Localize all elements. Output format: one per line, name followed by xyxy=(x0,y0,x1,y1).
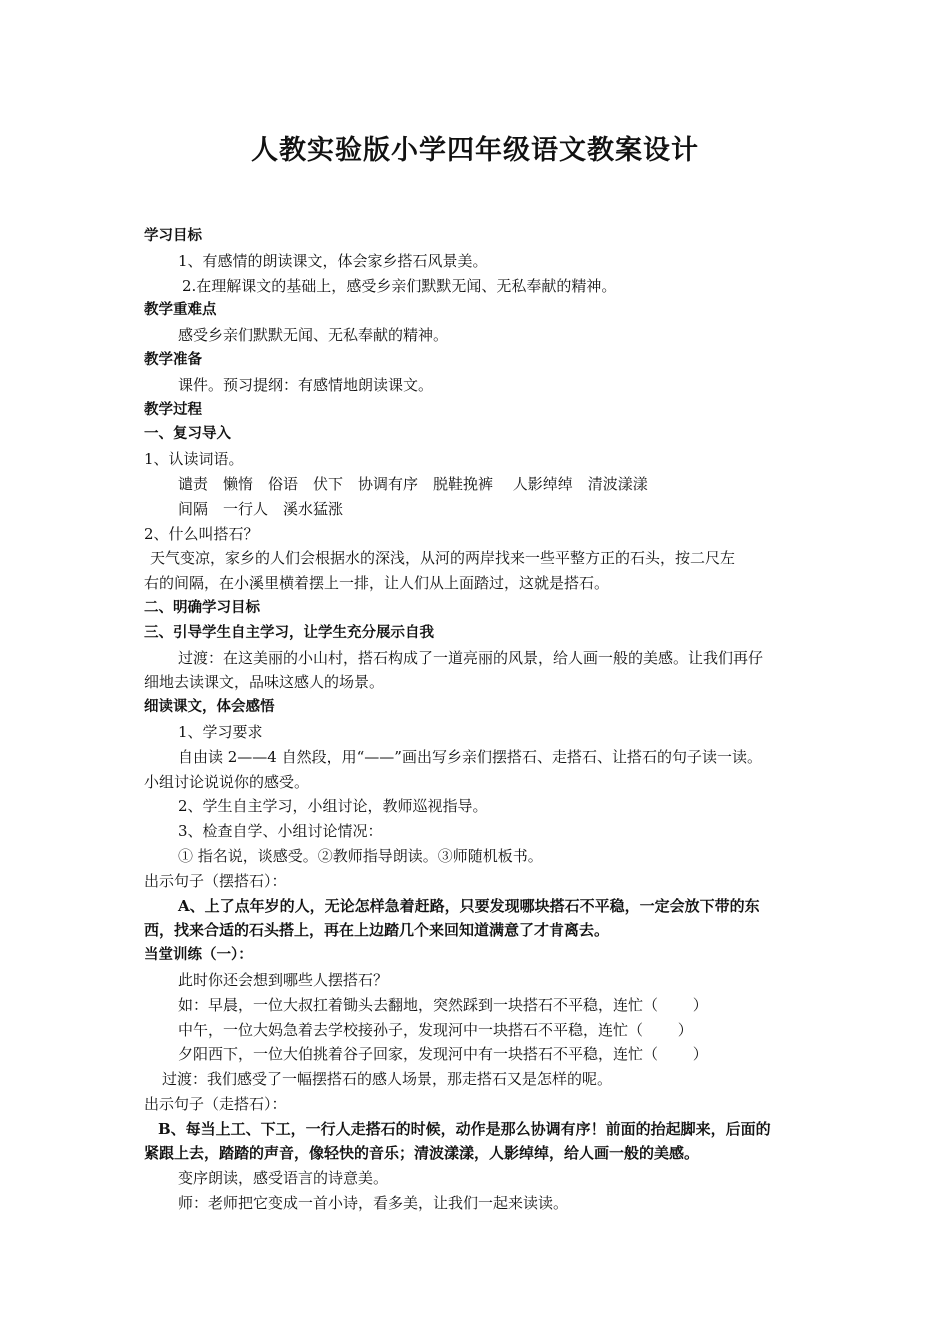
paragraph: 2、学生自主学习，小组讨论，教师巡视指导。 xyxy=(178,797,488,816)
paragraph: 1、学习要求 xyxy=(178,722,263,741)
paragraph: 1、有感情的朗读课文，体会家乡搭石风景美。 xyxy=(178,251,488,270)
paragraph: 此时你还会想到哪些人摆搭石？ xyxy=(178,970,389,989)
section-heading: 教学准备 xyxy=(144,351,202,368)
quoted-sentence: B、每当上工、下工，一行人走搭石的时候，动作是那么协调有序！前面的抬起脚来，后面的 xyxy=(158,1119,771,1138)
paragraph: 课件。预习提纲：有感情地朗读课文。 xyxy=(178,375,434,394)
paragraph: 自由读 2——4 自然段，用“——”画出写乡亲们摆搭石、走搭石、让搭石的句子读一读。 xyxy=(178,747,762,766)
vocabulary-line: 间隔 一行人 溪水猛涨 xyxy=(178,499,344,518)
vocabulary-line: 谴责 懒惰 俗语 伏下 协调有序 脱鞋挽裤 人影绰绰 清波漾漾 xyxy=(178,474,648,493)
paragraph: 2、什么叫搭石？ xyxy=(144,524,259,543)
paragraph: 出示句子（走搭石）： xyxy=(144,1094,287,1113)
section-heading: 学习目标 xyxy=(144,228,202,244)
section-heading: 当堂训练（一）： xyxy=(144,947,253,964)
section-heading: 二、明确学习目标 xyxy=(144,599,260,616)
exercise-line: 如：早晨，一位大叔扛着锄头去翻地，突然踩到一块搭石不平稳，连忙（ ） xyxy=(178,995,708,1014)
quoted-sentence: 西，找来合适的石头搭上，再在上边踏几个来回知道满意了才肯离去。 xyxy=(144,921,610,940)
paragraph: 右的间隔，在小溪里横着摆上一排，让人们从上面踏过，这就是搭石。 xyxy=(144,574,610,593)
exercise-line: 夕阳西下，一位大伯挑着谷子回家，发现河中有一块搭石不平稳，连忙（ ） xyxy=(178,1045,708,1064)
quoted-sentence: 紧跟上去，踏踏的声音，像轻快的音乐；清波漾漾，人影绰绰，给人画一般的美感。 xyxy=(144,1144,700,1163)
paragraph: 小组讨论说说你的感受。 xyxy=(144,772,310,791)
section-heading: 教学重难点 xyxy=(144,302,217,319)
document-title: 人教实验版小学四年级语文教案设计 xyxy=(251,135,699,166)
paragraph: 出示句子（摆搭石）： xyxy=(144,871,287,890)
exercise-line: 中午，一位大妈急着去学校接孙子，发现河中一块搭石不平稳，连忙（ ） xyxy=(178,1020,693,1039)
section-heading: 细读课文，体会感悟 xyxy=(144,699,275,716)
section-heading: 三、引导学生自主学习，让学生充分展示自我 xyxy=(144,624,434,641)
paragraph: 过渡：我们感受了一幅摆搭石的感人场景，那走搭石又是怎样的呢。 xyxy=(162,1070,613,1089)
paragraph: 过渡：在这美丽的小山村，搭石构成了一道亮丽的风景，给人画一般的美感。让我们再仔 xyxy=(178,648,764,667)
quoted-sentence: A、上了点年岁的人，无论怎样急着赶路，只要发现哪块搭石不平稳，一定会放下带的东 xyxy=(178,896,760,915)
paragraph: 变序朗读，感受语言的诗意美。 xyxy=(178,1169,389,1188)
paragraph: ① 指名说，谈感受。②教师指导朗读。③师随机板书。 xyxy=(178,846,543,865)
document-body xyxy=(144,224,824,1216)
paragraph: 天气变凉，家乡的人们会根据水的深浅，从河的两岸找来一些平整方正的石头，按二尺左 xyxy=(150,549,736,568)
paragraph: 2.在理解课文的基础上，感受乡亲们默默无闻、无私奉献的精神。 xyxy=(182,276,617,295)
paragraph: 细地去读课文，品味这感人的场景。 xyxy=(144,673,385,692)
paragraph: 3、检查自学、小组讨论情况： xyxy=(178,822,383,841)
paragraph: 师：老师把它变成一首小诗，看多美，让我们一起来读读。 xyxy=(178,1194,569,1213)
section-heading: 教学过程 xyxy=(144,401,202,418)
paragraph: 感受乡亲们默默无闻、无私奉献的精神。 xyxy=(178,326,449,345)
paragraph: 1、认读词语。 xyxy=(144,450,244,469)
section-heading: 一、复习导入 xyxy=(144,426,231,443)
